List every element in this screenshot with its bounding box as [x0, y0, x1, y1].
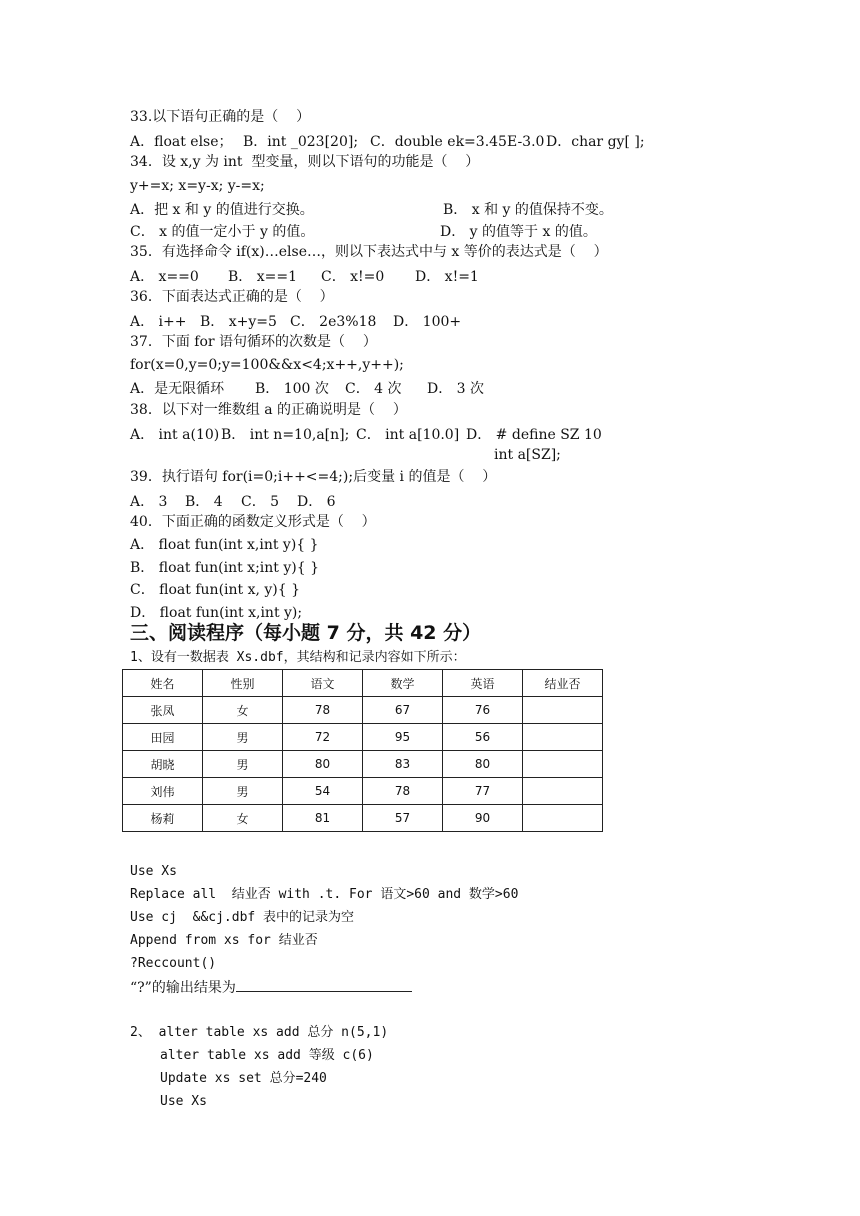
p1-code-line: Use cj &&cj.dbf 表中的记录为空	[130, 910, 355, 925]
q35-option-a: A． x==0	[130, 269, 199, 285]
p1-intro: 1、设有一数据表 Xs.dbf，其结构和记录内容如下所示：	[130, 650, 466, 665]
q39-option-a: A． 3	[130, 494, 168, 510]
q33-option-d: D．char gy[ ];	[546, 134, 645, 150]
section-heading: 三、阅读程序（每小题 7 分，共 42 分）	[130, 622, 482, 644]
table-row	[123, 751, 603, 778]
table-cell: 杨莉	[123, 805, 203, 832]
q36-option-c: C． 2e3%18	[290, 314, 377, 330]
q34-option-c: C． x 的值一定小于 y 的值。	[130, 224, 315, 240]
table-cell: 刘伟	[123, 778, 203, 805]
q40-option-a: A． float fun(int x,int y){ }	[130, 537, 319, 553]
p1-code-line: ?Reccount()	[130, 956, 217, 971]
table-row	[123, 697, 603, 724]
q34-option-d: D． y 的值等于 x 的值。	[440, 224, 597, 240]
q39-option-b: B． 4	[185, 494, 223, 510]
q38-option-c: C． int a[10.0]	[356, 427, 460, 443]
table-cell	[523, 697, 603, 724]
table-cell: 76	[443, 697, 523, 724]
q38-option-d-line2: int a[SZ];	[494, 447, 561, 463]
table-cell: 女	[203, 805, 283, 832]
table-cell: 72	[283, 724, 363, 751]
q39-option-d: D． 6	[297, 494, 336, 510]
table-cell: 56	[443, 724, 523, 751]
q37-code: for(x=0,y=0;y=100&&x<4;x++,y++);	[130, 357, 404, 373]
p2-code-line: Use Xs	[160, 1094, 207, 1109]
table-cell: 77	[443, 778, 523, 805]
table-cell: 81	[283, 805, 363, 832]
table-header-cell: 数学	[363, 670, 443, 697]
q37-option-c: C． 4 次	[345, 381, 402, 397]
table-row	[123, 778, 603, 805]
table-cell	[523, 778, 603, 805]
answer-blank	[236, 977, 412, 992]
table-header-cell: 姓名	[123, 670, 203, 697]
table-row	[123, 805, 603, 832]
p2-code-line: alter table xs add 等级 c(6)	[160, 1048, 374, 1063]
table-row	[123, 724, 603, 751]
q34-stem: 34．设 x,y 为 int 型变量，则以下语句的功能是（ ）	[130, 154, 480, 170]
p1-question	[130, 977, 412, 997]
q37-option-a: A．是无限循环	[130, 381, 225, 397]
q33-option-c: C．double ek=3.45E-3.0	[370, 134, 545, 150]
p1-code-line: Use Xs	[130, 864, 177, 879]
q40-option-c: C． float fun(int x, y){ }	[130, 582, 301, 598]
table-cell	[523, 751, 603, 778]
table-header-cell: 语文	[283, 670, 363, 697]
q35-option-d: D． x!=1	[415, 269, 479, 285]
q34-code: y+=x; x=y-x; y-=x;	[130, 178, 265, 194]
q35-option-c: C． x!=0	[321, 269, 385, 285]
q40-stem: 40．下面正确的函数定义形式是（ ）	[130, 514, 376, 530]
table-cell: 张凤	[123, 697, 203, 724]
table-cell: 80	[283, 751, 363, 778]
q38-option-b: B． int n=10,a[n];	[221, 427, 350, 443]
table-cell: 男	[203, 778, 283, 805]
q38-option-d: D． # define SZ 10	[466, 427, 602, 443]
q36-stem: 36．下面表达式正确的是（ ）	[130, 289, 334, 305]
table-cell	[523, 724, 603, 751]
table-cell: 90	[443, 805, 523, 832]
table-header-cell: 性别	[203, 670, 283, 697]
q36-option-d: D． 100+	[393, 314, 462, 330]
q39-stem: 39．执行语句 for(i=0;i++<=4;);后变量 i 的值是（ ）	[130, 469, 497, 485]
p1-question-text: “?”的输出结果为	[130, 980, 236, 996]
q36-option-a: A． i++	[130, 314, 187, 330]
q40-option-b: B． float fun(int x;int y){ }	[130, 560, 319, 576]
q37-option-b: B． 100 次	[255, 381, 329, 397]
p2-code-line: 2、 alter table xs add 总分 n(5,1)	[130, 1025, 389, 1040]
q37-stem: 37．下面 for 语句循环的次数是（ ）	[130, 334, 377, 350]
q37-option-d: D． 3 次	[427, 381, 485, 397]
table-cell: 男	[203, 751, 283, 778]
table-header-cell: 英语	[443, 670, 523, 697]
table-cell: 80	[443, 751, 523, 778]
table-cell: 67	[363, 697, 443, 724]
table-cell: 田园	[123, 724, 203, 751]
q36-option-b: B． x+y=5	[200, 314, 277, 330]
q35-stem: 35．有选择命令 if(x)…else…，则以下表达式中与 x 等价的表达式是（ ）	[130, 244, 608, 260]
q38-option-a: A． int a(10)	[130, 427, 220, 443]
table-header-cell: 结业否	[523, 670, 603, 697]
table-cell: 女	[203, 697, 283, 724]
q38-stem: 38．以下对一维数组 a 的正确说明是（ ）	[130, 402, 407, 418]
table-cell: 78	[363, 778, 443, 805]
p1-code-line: Replace all 结业否 with .t. For 语文>60 and 数学>60	[130, 887, 519, 902]
p2-code-line: Update xs set 总分=240	[160, 1071, 327, 1086]
table-cell: 78	[283, 697, 363, 724]
table-cell: 54	[283, 778, 363, 805]
table-header-row	[123, 670, 603, 697]
q39-option-c: C． 5	[241, 494, 280, 510]
q35-option-b: B． x==1	[228, 269, 298, 285]
q34-option-a: A．把 x 和 y 的值进行交换。	[130, 202, 314, 218]
table-cell: 95	[363, 724, 443, 751]
p1-code-line: Append from xs for 结业否	[130, 933, 318, 948]
table-cell	[523, 805, 603, 832]
q33-option-a: A．float else；	[130, 134, 233, 150]
q33-stem: 33.以下语句正确的是（ ）	[130, 109, 311, 125]
table-cell: 男	[203, 724, 283, 751]
q40-option-d: D． float fun(int x,int y);	[130, 605, 303, 621]
q33-option-b: B．int _023[20];	[243, 134, 359, 150]
q34-option-b: B． x 和 y 的值保持不变。	[443, 202, 613, 218]
table-cell: 胡晓	[123, 751, 203, 778]
table-cell: 57	[363, 805, 443, 832]
table-cell: 83	[363, 751, 443, 778]
xs-data-table	[122, 669, 603, 832]
